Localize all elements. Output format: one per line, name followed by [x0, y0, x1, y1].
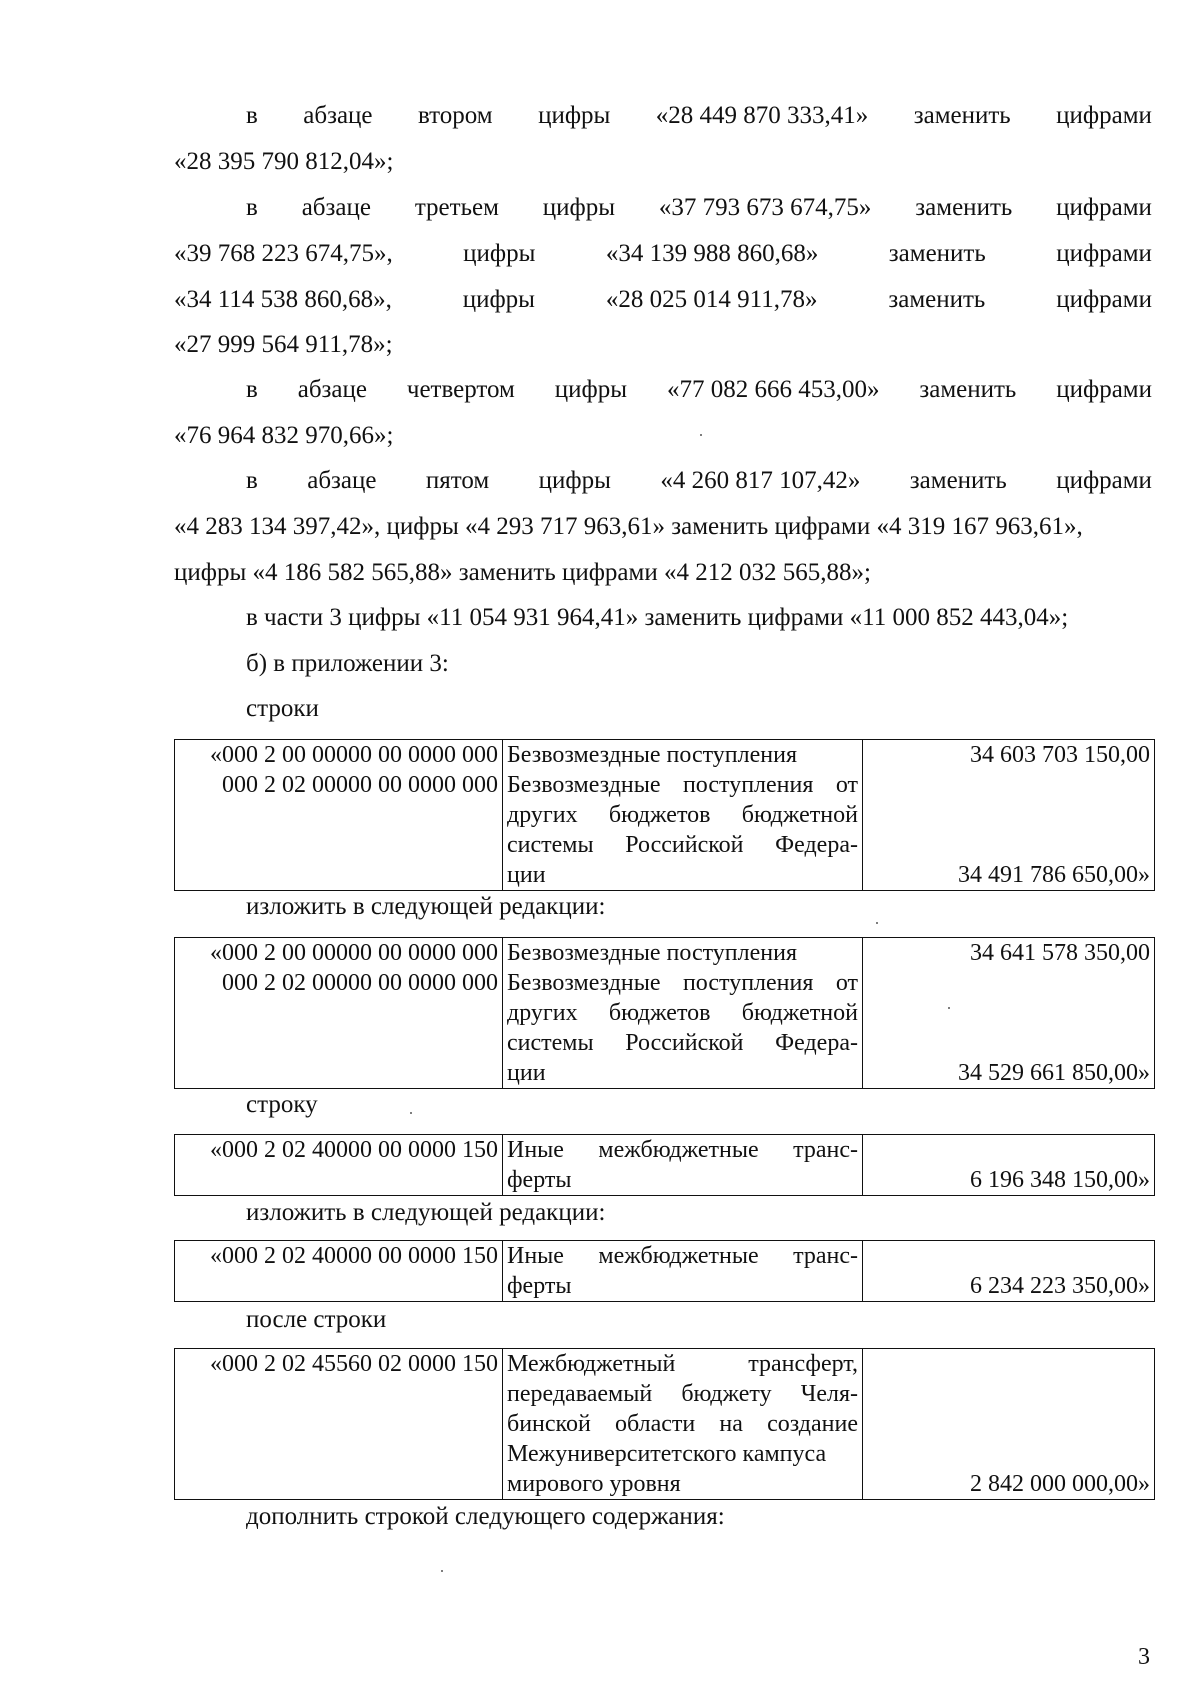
scan-speck	[700, 434, 702, 436]
word: заменить	[888, 240, 986, 267]
description-line: передаваемый бюджету Челя-	[507, 1381, 858, 1407]
word: пятом	[425, 467, 490, 494]
word: цифрами	[1056, 286, 1152, 313]
scan-speck	[410, 1112, 412, 1114]
word: абзаце	[301, 194, 371, 221]
code-value: «000 2 02 40000 00 0000 150	[210, 1137, 498, 1163]
paragraph-2-line-3	[174, 283, 1152, 317]
description-cell	[503, 1349, 863, 1500]
paragraph-7: строки	[246, 695, 319, 722]
word: цифры	[463, 240, 536, 267]
word: заменить	[888, 286, 986, 313]
word: цифрами	[1056, 102, 1152, 129]
amount-cell	[863, 1349, 1155, 1500]
amount-value: 6 234 223 350,00»	[970, 1273, 1150, 1299]
amount-cell	[863, 740, 1155, 891]
amount-cell	[863, 1241, 1155, 1302]
code-cell	[175, 1135, 503, 1196]
description-cell	[503, 740, 863, 891]
paragraph-5: в части 3 цифры «11 054 931 964,41» заменить цифрами «11 000 852 443,04»;	[246, 604, 1069, 631]
code-value: «000 2 00 00000 00 0000 000	[210, 940, 498, 966]
description-line: бинской области на создание	[507, 1411, 858, 1437]
word: «4 260 817 107,42»	[660, 467, 861, 494]
description-line: ферты	[507, 1273, 572, 1299]
description-line: Иные межбюджетные транс-	[507, 1137, 858, 1163]
word: заменить	[909, 467, 1007, 494]
word: абзаце	[307, 467, 377, 494]
paragraph-3-line-1	[246, 373, 1152, 407]
code-cell	[175, 1349, 503, 1500]
word: цифры	[538, 467, 611, 494]
paragraph-2-line-4: «27 999 564 911,78»;	[174, 331, 393, 358]
paragraph-4-line-3: цифры «4 186 582 565,88» заменить цифрами «4 212 032 565,88»;	[174, 559, 871, 586]
description-line: Межбюджетный трансферт,	[507, 1351, 858, 1377]
description-line: ции	[507, 1060, 546, 1086]
word: «34 114 538 860,68»,	[174, 286, 392, 313]
code-value: «000 2 02 40000 00 0000 150	[210, 1243, 498, 1269]
scan-speck	[441, 1570, 443, 1572]
word: четвертом	[406, 376, 515, 403]
paragraph-1-line-2: «28 395 790 812,04»;	[174, 148, 394, 175]
table-original-rows	[174, 739, 1155, 891]
word: цифрами	[1056, 194, 1152, 221]
description-line: других бюджетов бюджетной	[507, 802, 858, 828]
paragraph-2-line-1	[246, 191, 1152, 225]
table-row	[175, 1135, 1155, 1196]
description-cell	[503, 1135, 863, 1196]
table-row	[175, 1349, 1155, 1500]
code-value: «000 2 02 45560 02 0000 150	[210, 1351, 498, 1377]
paragraph-4-line-2: «4 283 134 397,42», цифры «4 293 717 963,61» заменить цифрами «4 319 167 963,61»,	[174, 513, 1083, 540]
scan-speck	[876, 922, 878, 924]
paragraph-3-line-2: «76 964 832 970,66»;	[174, 422, 394, 449]
description-line: других бюджетов бюджетной	[507, 1000, 858, 1026]
amount-value: 34 641 578 350,00	[970, 940, 1150, 966]
word: цифрами	[1056, 240, 1152, 267]
description-line: Безвозмездные поступления от	[507, 772, 858, 798]
word: третьем	[414, 194, 499, 221]
word: втором	[417, 102, 493, 129]
code-cell	[175, 740, 503, 891]
amount-cell	[863, 1135, 1155, 1196]
table-row	[175, 938, 1155, 1089]
code-cell	[175, 1241, 503, 1302]
word: в	[246, 102, 258, 129]
paragraph-1-line-1	[246, 99, 1152, 133]
table-row	[175, 740, 1155, 891]
description-line: системы Российской Федера-	[507, 1030, 858, 1056]
word: «28 025 014 911,78»	[605, 286, 818, 313]
word: цифры	[538, 102, 611, 129]
description-line: Безвозмездные поступления от	[507, 970, 858, 996]
word: заменить	[915, 194, 1013, 221]
amount-value: 34 603 703 150,00	[970, 742, 1150, 768]
instruction-label: изложить в следующей редакции:	[246, 893, 606, 920]
table-original-row	[174, 1134, 1155, 1196]
amount-cell	[863, 938, 1155, 1089]
word: цифрами	[1056, 376, 1152, 403]
word: «77 082 666 453,00»	[666, 376, 880, 403]
instruction-label: строку	[246, 1091, 318, 1118]
word: в	[246, 194, 258, 221]
word: цифры	[554, 376, 628, 403]
amount-value: 2 842 000 000,00»	[970, 1471, 1150, 1497]
page-number: 3	[1138, 1644, 1150, 1670]
description-cell	[503, 938, 863, 1089]
amount-value: 34 529 661 850,00»	[958, 1060, 1150, 1086]
scan-speck	[948, 1007, 950, 1009]
description-line: ферты	[507, 1167, 572, 1193]
word: цифрами	[1056, 467, 1152, 494]
table-new-row	[174, 1240, 1155, 1302]
word: абзаце	[297, 376, 367, 403]
paragraph-6: б) в приложении 3:	[246, 650, 449, 677]
word: в	[246, 467, 258, 494]
word: заменить	[919, 376, 1017, 403]
word: цифры	[542, 194, 616, 221]
description-line: Межуниверситетского кампуса	[507, 1441, 827, 1467]
instruction-label: изложить в следующей редакции:	[246, 1199, 606, 1226]
word: заменить	[913, 102, 1011, 129]
description-line: Безвозмездные поступления	[507, 940, 797, 966]
description-line: мирового уровня	[507, 1471, 681, 1497]
table-anchor-row	[174, 1348, 1155, 1500]
instruction-label: после строки	[246, 1306, 387, 1333]
description-line: системы Российской Федера-	[507, 832, 858, 858]
word: абзаце	[303, 102, 373, 129]
instruction-label: дополнить строкой следующего содержания:	[246, 1503, 725, 1530]
code-value: 000 2 02 00000 00 0000 000	[222, 970, 498, 996]
paragraph-4-line-1	[246, 464, 1152, 498]
amount-value: 6 196 348 150,00»	[970, 1167, 1150, 1193]
table-row	[175, 1241, 1155, 1302]
word: «39 768 223 674,75»,	[174, 240, 393, 267]
description-line: Безвозмездные поступления	[507, 742, 797, 768]
code-cell	[175, 938, 503, 1089]
code-value: «000 2 00 00000 00 0000 000	[210, 742, 498, 768]
description-cell	[503, 1241, 863, 1302]
description-line: Иные межбюджетные транс-	[507, 1243, 858, 1269]
paragraph-2-line-2	[174, 237, 1152, 271]
word: «34 139 988 860,68»	[605, 240, 819, 267]
word: цифры	[462, 286, 535, 313]
word: в	[246, 376, 258, 403]
table-new-rows	[174, 937, 1155, 1089]
description-line: ции	[507, 862, 546, 888]
word: «37 793 673 674,75»	[658, 194, 872, 221]
amount-value: 34 491 786 650,00»	[958, 862, 1150, 888]
word: «28 449 870 333,41»	[655, 102, 869, 129]
code-value: 000 2 02 00000 00 0000 000	[222, 772, 498, 798]
